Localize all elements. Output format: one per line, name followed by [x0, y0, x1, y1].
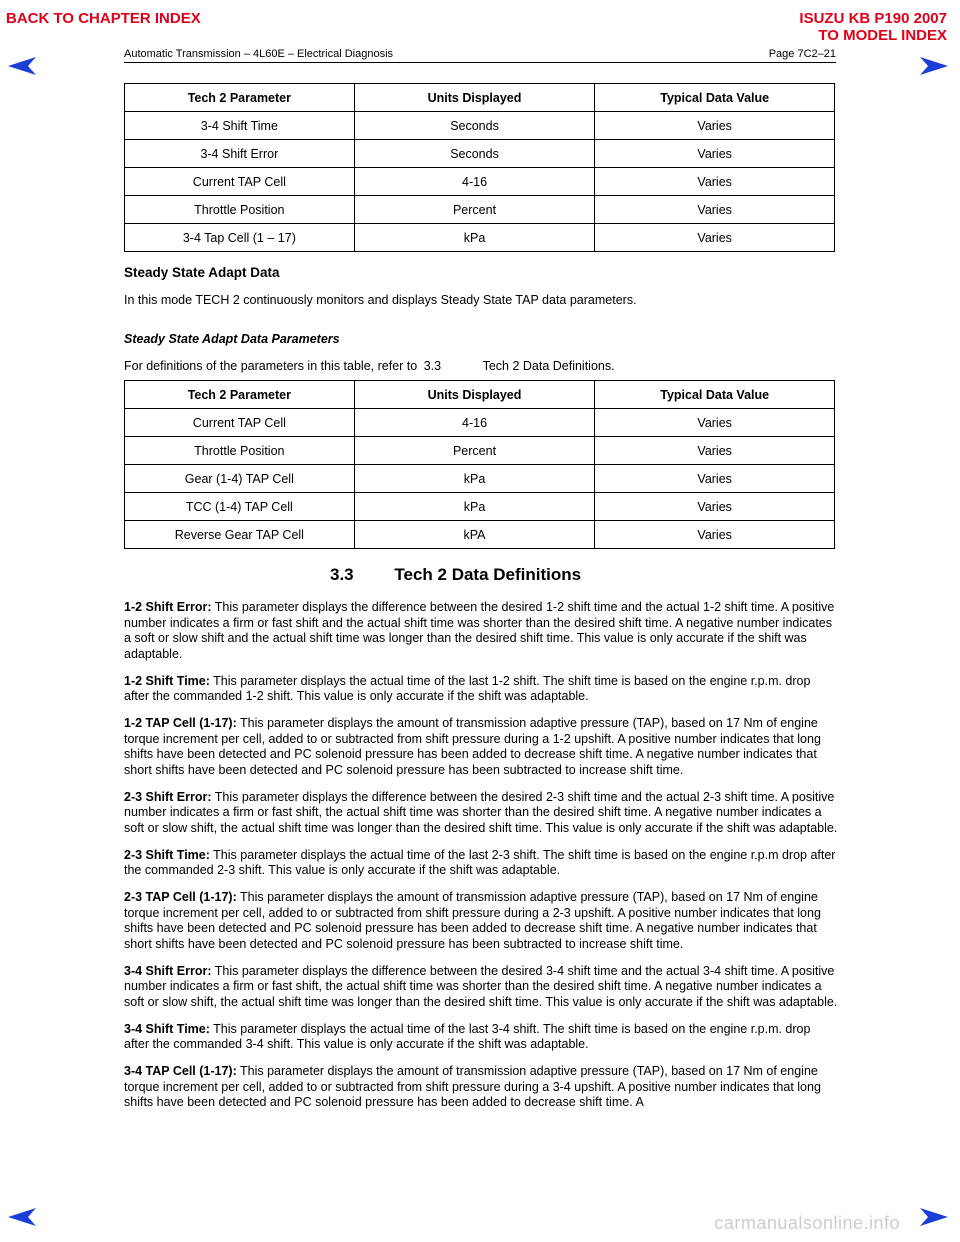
- definition-text: This parameter displays the difference between the desired 3-4 shift time and the actual 3-4 shift time. A positive number indicates a firm or fast shift, the actual shift time was shorter than the desired shift time. A negative number indicates a soft or slow shift, the actual shift time was longer than the desired shift time. This value is only accurate if the shift was adaptable.: [124, 963, 838, 1009]
- table-cell: Throttle Position: [125, 196, 355, 224]
- definition-term: 3-4 Shift Time:: [124, 1021, 210, 1036]
- definition-item: [124, 1064, 838, 1111]
- table-row: [125, 112, 835, 140]
- to-model-index-link[interactable]: TO MODEL INDEX: [818, 27, 947, 44]
- section-heading: [330, 565, 581, 585]
- table-cell: 4-16: [354, 168, 595, 196]
- watermark: carmanualsonline.info: [714, 1213, 900, 1233]
- definition-text: This parameter displays the difference between the desired 2-3 shift time and the actual 2-3 shift time. A positive number indicates a firm or fast shift, the actual shift time was shorter than the desired shift time. A negative number indicates a soft or slow shift, the actual shift time was longer than the desired shift time. This value is only accurate if the shift was adaptable.: [124, 789, 838, 835]
- table-cell: kPa: [354, 224, 595, 252]
- steady-state-table: [124, 380, 835, 549]
- table-header-row: [125, 381, 835, 409]
- model-title: ISUZU KB P190 2007: [799, 10, 947, 27]
- definition-term: 2-3 Shift Time:: [124, 847, 210, 862]
- definition-item: [124, 716, 838, 778]
- table-cell: 3-4 Shift Time: [125, 112, 355, 140]
- back-to-chapter-index-link[interactable]: BACK TO CHAPTER INDEX: [6, 10, 201, 27]
- table-row: [125, 224, 835, 252]
- definition-item: [124, 890, 838, 952]
- definition-item: [124, 600, 838, 662]
- column-header: Tech 2 Parameter: [125, 84, 355, 112]
- definition-text: This parameter displays the amount of transmission adaptive pressure (TAP), based on 17 Nm of engine torque increment per cell, added to or subtracted from shift pressure during a 1-2 upshift. A positive number indicates that long shifts have been detected and PC solenoid pressure has been added to decrease shift time. A negative number indicates that short shifts have been detected and PC solenoid pressure has been subtracted to increase shift time.: [124, 716, 821, 777]
- column-header: Typical Data Value: [595, 84, 835, 112]
- table-cell: 3-4 Shift Error: [125, 140, 355, 168]
- steady-state-sub-heading: Steady State Adapt Data Parameters: [124, 332, 340, 346]
- table-cell: Percent: [354, 437, 595, 465]
- section-number: 3.3: [330, 565, 354, 584]
- table-header-row: [125, 84, 835, 112]
- reference-link-number[interactable]: 3.3: [423, 359, 442, 373]
- column-header: Units Displayed: [354, 84, 595, 112]
- table-cell: Varies: [595, 437, 835, 465]
- table-cell: Varies: [595, 493, 835, 521]
- table-cell: Varies: [595, 112, 835, 140]
- definition-text: This parameter displays the actual time of the last 2-3 shift. The shift time is based on the engine r.p.m drop after the commanded 2-3 shift. This value is only accurate if the shift was adaptable.: [124, 847, 836, 877]
- definition-term: 3-4 TAP Cell (1-17):: [124, 1064, 237, 1078]
- table-cell: Varies: [595, 224, 835, 252]
- table-cell: kPa: [354, 493, 595, 521]
- definition-text: This parameter displays the actual time of the last 3-4 shift. The shift time is based on the engine r.p.m. drop after the commanded 3-4 shift. This value is only accurate if the shift was adaptable.: [124, 1021, 811, 1051]
- definition-text: This parameter displays the amount of transmission adaptive pressure (TAP), based on 17 Nm of engine torque increment per cell, added to or subtracted from shift pressure during a 3-4 upshift. A positive number indicates that long shifts have been detected and PC solenoid pressure has been added to decrease shift time. A: [124, 1064, 821, 1109]
- reference-link-title[interactable]: Tech 2 Data Definitions.: [482, 359, 615, 373]
- definition-term: 2-3 TAP Cell (1-17):: [124, 890, 237, 904]
- table-cell: Reverse Gear TAP Cell: [125, 521, 355, 549]
- table-cell: 3-4 Tap Cell (1 – 17): [125, 224, 355, 252]
- table-cell: Gear (1-4) TAP Cell: [125, 465, 355, 493]
- running-header: [124, 48, 836, 63]
- definition-item: [124, 964, 838, 1011]
- tap-data-table: [124, 83, 835, 252]
- table-cell: Percent: [354, 196, 595, 224]
- table-cell: Current TAP Cell: [125, 168, 355, 196]
- steady-state-heading: Steady State Adapt Data: [124, 265, 280, 280]
- table-row: [125, 196, 835, 224]
- definition-item: [124, 1022, 838, 1053]
- table-cell: Varies: [595, 140, 835, 168]
- table-cell: Seconds: [354, 112, 595, 140]
- model-nav-block: [799, 10, 947, 44]
- table-row: [125, 437, 835, 465]
- steady-state-intro: In this mode TECH 2 continuously monitors and displays Steady State TAP data parameters.: [124, 293, 637, 307]
- table-cell: kPA: [354, 521, 595, 549]
- page-number: Page 7C2–21: [768, 48, 836, 60]
- reference-text: For definitions of the parameters in this table, refer to: [124, 359, 418, 373]
- column-header: Tech 2 Parameter: [125, 381, 355, 409]
- section-title: Tech 2 Data Definitions: [394, 565, 582, 584]
- definitions-list: [124, 600, 838, 1122]
- table-cell: TCC (1-4) TAP Cell: [125, 493, 355, 521]
- definition-term: 3-4 Shift Error:: [124, 963, 212, 978]
- table-cell: kPa: [354, 465, 595, 493]
- definition-reference: [124, 359, 615, 373]
- table-cell: Varies: [595, 521, 835, 549]
- table-cell: Varies: [595, 168, 835, 196]
- column-header: Typical Data Value: [595, 381, 835, 409]
- table-cell: 4-16: [354, 409, 595, 437]
- table-cell: Current TAP Cell: [125, 409, 355, 437]
- left-arrow-icon[interactable]: [8, 57, 36, 75]
- definition-item: [124, 848, 838, 879]
- table-row: [125, 409, 835, 437]
- definition-item: [124, 674, 838, 705]
- header-title: Automatic Transmission – 4L60E – Electrical Diagnosis: [124, 48, 394, 60]
- definition-term: 1-2 Shift Error:: [124, 600, 212, 614]
- table-cell: Varies: [595, 196, 835, 224]
- table-cell: Varies: [595, 465, 835, 493]
- table-cell: Throttle Position: [125, 437, 355, 465]
- column-header: Units Displayed: [354, 381, 595, 409]
- table-row: [125, 521, 835, 549]
- definition-term: 2-3 Shift Error:: [124, 789, 212, 804]
- definition-text: This parameter displays the difference between the desired 1-2 shift time and the actual 1-2 shift time. A positive number indicates a firm or fast shift and the actual shift time was shorter than the desired shift time. A negative number indicates a soft or slow shift and the actual shift time was longer than the desired shift time. This value is only accurate if the shift was adaptable.: [124, 600, 835, 661]
- definition-text: This parameter displays the actual time of the last 1-2 shift. The shift time is based on the engine r.p.m. drop after the commanded 1-2 shift. This value is only accurate if the shift was adaptable.: [124, 673, 811, 703]
- table-cell: Seconds: [354, 140, 595, 168]
- table-cell: Varies: [595, 409, 835, 437]
- table-row: [125, 493, 835, 521]
- definition-item: [124, 790, 838, 837]
- left-arrow-icon[interactable]: [8, 1208, 36, 1226]
- right-arrow-icon[interactable]: [920, 57, 948, 75]
- definition-term: 1-2 TAP Cell (1-17):: [124, 716, 237, 730]
- table-row: [125, 465, 835, 493]
- definition-text: This parameter displays the amount of transmission adaptive pressure (TAP), based on 17 Nm of engine torque increment per cell, added to or subtracted from shift pressure during a 2-3 upshift. A positive number indicates that long shifts have been detected and PC solenoid pressure has been added to decrease shift time. A negative number indicates that short shifts have been detected and PC solenoid pressure has been subtracted to increase shift time.: [124, 890, 821, 951]
- definition-term: 1-2 Shift Time:: [124, 673, 210, 688]
- right-arrow-icon[interactable]: [920, 1208, 948, 1226]
- table-row: [125, 140, 835, 168]
- table-row: [125, 168, 835, 196]
